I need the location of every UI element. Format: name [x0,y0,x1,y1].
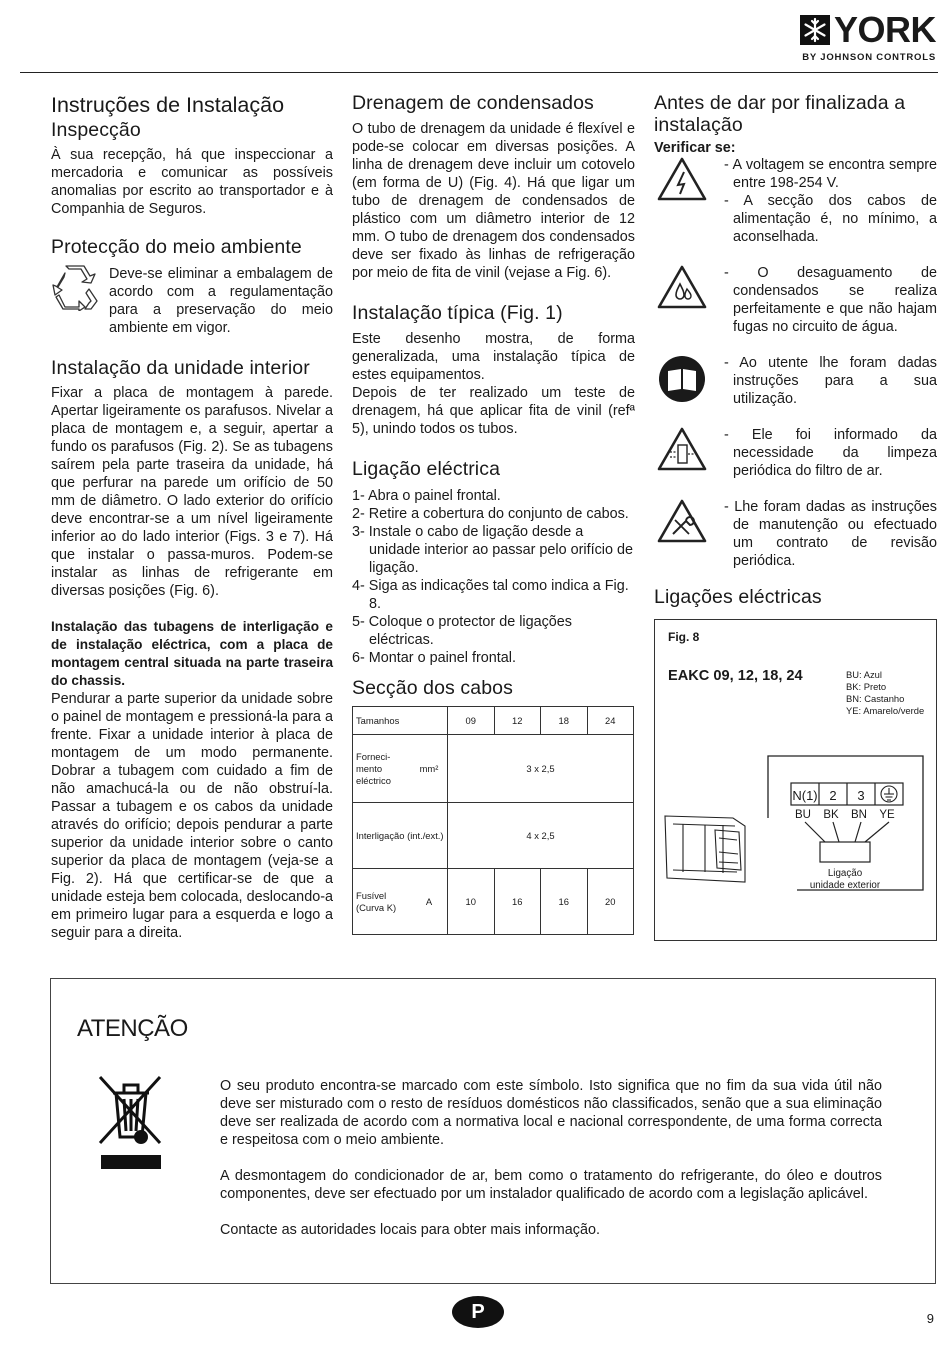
check-item: - A secção dos cabos de alimentação é, no mínimo, a aconselhada. [724,193,937,245]
table-header-size: 18 [541,707,588,735]
outdoor-label-line: Ligação [827,868,863,879]
brand-name: YORK [833,9,936,50]
wire-label: BK [823,809,839,821]
water-drop-warning-icon [656,264,708,310]
piping-bold-text: Instalação das tubagens de interligação e de instalação eléctrica, com a placa de montagem central situada na parte traseira do chassis. [51,619,333,688]
attention-title: ATENÇÃO [77,1015,188,1042]
wiring-diagram [655,620,936,940]
legend-entry: YE: Amarelo/verde [846,705,925,716]
interconnect-value: 4 x 2,5 [448,803,634,869]
inspection-text: À sua recepção, há que inspeccionar a mercadoria e comunicar as possíveis anomalias por escrito ao transportador e à Companhia de Seguros. [51,147,333,217]
brand-subtitle: BY JOHNSON CONTROLS [802,52,936,63]
outdoor-connection-label [795,868,895,892]
table-header-size: 12 [494,707,541,735]
terminal-label: N(1) [792,788,818,803]
cable-table [352,706,634,935]
page-title: Instruções de Instalação [51,93,285,117]
cables-heading: Secção dos cabos [352,677,513,699]
finish-heading: Antes de dar por finalizada a instalação [654,92,906,136]
fuse-label: Fusível (Curva K) [353,869,412,935]
typical-install-heading: Instalação típica (Fig. 1) [352,302,563,324]
crossed-bin-icon [97,1075,165,1175]
attention-text [220,1077,882,1239]
typical-install-text-1: Este desenho mostra, de forma generalizada, uma instalação típica de estes equipamentos. [352,331,635,383]
fuse-unit: A [411,869,448,935]
connections-heading: Ligações eléctricas [654,586,822,608]
supply-unit: mm² [411,735,448,803]
legend-entry: BN: Castanho [846,693,905,704]
column-2 [352,92,635,935]
check-voltage [654,156,937,246]
wire-label: BU [795,809,811,821]
inspection-heading: Inspecção [51,119,141,141]
supply-label: Forneci-mento eléctrico [353,735,412,803]
environment-heading: Protecção do meio ambiente [51,236,302,258]
legend-entry: BU: Azul [846,669,882,680]
table-header-size: 09 [448,707,495,735]
page-number: 9 [926,1311,934,1326]
check-item: - A voltagem se encontra sempre entre 198-254 V. [724,157,937,191]
supply-value: 3 x 2,5 [448,735,634,803]
typical-install-text-2: Depois de ter realizado um teste de drenagem, há que aplicar fita de vinil (refª 5), unindo todos os tubos. [352,385,635,437]
indoor-unit-text: Fixar a placa de montagem à parede. Apertar ligeiramente os parafusos. Nivelar a placa de montagem e, a seguir, apertar a fundo os parafusos (Fig. 2). Se as tubagens saírem pela parte traseira da unidade, há que perfurar na parede um orifício de 50 mm de diâmetro. O lado exterior do orifício deve encontrar-se a um nível ligeiramente inferior ao do lado interior (Figs. 3 e 7). Há que instalar o passa-muros. Podem-se instalar as linhas de refrigerante em diversas posições (Fig. 6). [51,385,333,599]
filter-cleaning-icon [656,426,708,472]
wiring-figure [654,619,937,941]
check-maintenance [654,498,937,570]
manual-book-icon [657,354,707,404]
terminal-label: 3 [857,788,865,803]
verify-label: Verificar se: [654,140,736,156]
check-filter [654,426,937,480]
check-item: - Lhe foram dadas as instruções de manutenção ou efectuado um contrato de revisão periódica. [724,499,937,569]
electric-heading: Ligação eléctrica [352,458,501,480]
piping-text: Pendurar a parte superior da unidade sobre o painel de montagem e pressioná-la para a frente. Fixar a unidade interior à placa de montagem de um modo permanente. Dobrar a tubagem com cuidado a fim de não amachucá-la ou de não obstruí-la. Passar a tubagem e os cabos da unidade através do orifício; depois pendurar a parte superior da unidade interior sobre o canto superior da placa de montagem (veja-se a Fig. 2). Há que certificar-se de que a unidade esteja bem colocada, deslocando-a em primeiro lugar para a esquerda e logo a seguir para a direita. [51,691,333,941]
attention-box [50,978,936,1284]
legend-entry: BK: Preto [846,681,887,692]
table-header-label: Tamanhos [353,707,448,735]
figure-label: Fig. 8 [668,630,700,644]
column-3 [654,92,937,941]
attention-paragraph: Contacte as autoridades locais para obter mais informação. [220,1222,600,1238]
list-item: 3- Instale o cabo de ligação desde a unidade interior ao passar pelo orifício de ligação. [352,524,633,576]
check-drainage [654,264,937,336]
indoor-unit-heading: Instalação da unidade interior [51,357,310,379]
wire-label: BN [851,809,867,821]
check-item: - Ao utente lhe foram dadas instruções para a sua utilização. [724,355,937,407]
environment-text: Deve-se eliminar a embalagem de acordo com a regulamentação para a preservação do meio ambiente em vigor. [109,266,333,336]
attention-paragraph: O seu produto encontra-se marcado com este símbolo. Isto significa que no fim da sua vida útil não deve ser misturado com o resto de resíduos domésticos não classificados, senão que a sua eliminação deve ser realizada de acordo com a normativa local e nacional correspondente, de uma forma correcta e respeitosa com o meio ambiente. [220,1078,882,1148]
snowflake-icon [800,15,830,45]
recycle-icon [51,265,99,337]
list-item: 5- Coloque o protector de ligações eléctricas. [352,614,572,648]
electric-steps [352,487,635,667]
drain-text: O tubo de drenagem da unidade é flexível e pode-se colocar em diversas posições. A linha de drenagem deve incluir um cotovelo (em forma de U) (Fig. 4). Há que ligar um tubo de drenagem de condensados de plástico com um diâmetro interior de 12 mm. O tubo de drenagem dos condensados deve ser fixado às linhas de refrigeração por meio de fita de vinil (vejase a Fig. 6). [352,121,635,281]
table-header-size: 24 [587,707,634,735]
wrench-warning-icon [656,498,708,544]
list-item: 1- Abra o painel frontal. [352,488,501,504]
fuse-value: 10 [448,869,495,935]
header-rule [20,72,938,73]
column-1 [51,92,333,942]
check-item: - O desaguamento de condensados se realiza perfeitamente e que não hajam fugas no circuito de água. [724,265,937,335]
list-item: 4- Siga as indicações tal como indica a Fig. 8. [352,578,629,612]
outdoor-label-line: unidade exterior [809,880,881,891]
fuse-value: 16 [494,869,541,935]
terminal-label: 2 [829,788,837,803]
electric-hazard-icon [656,156,708,202]
check-instructions [654,354,937,408]
check-item: - Ele foi informado da necessidade da limpeza periódica do filtro de ar. [724,427,937,479]
list-item: 6- Montar o painel frontal. [352,650,516,666]
fuse-value: 20 [587,869,634,935]
drain-heading: Drenagem de condensados [352,92,594,114]
wire-label: YE [879,809,895,821]
brand-logo [776,9,936,63]
language-badge: P [452,1296,504,1328]
interconnect-label: Interligação (int./ext.) [353,803,448,869]
model-label: EAKC 09, 12, 18, 24 [668,668,803,684]
fuse-value: 16 [541,869,588,935]
attention-paragraph: A desmontagem do condicionador de ar, bem como o tratamento do refrigerante, do óleo e doutros componentes, deve ser efectuado por um instalador qualificado de acordo com a legislação aplicável. [220,1168,882,1202]
list-item: 2- Retire a cobertura do conjunto de cabos. [352,506,629,522]
